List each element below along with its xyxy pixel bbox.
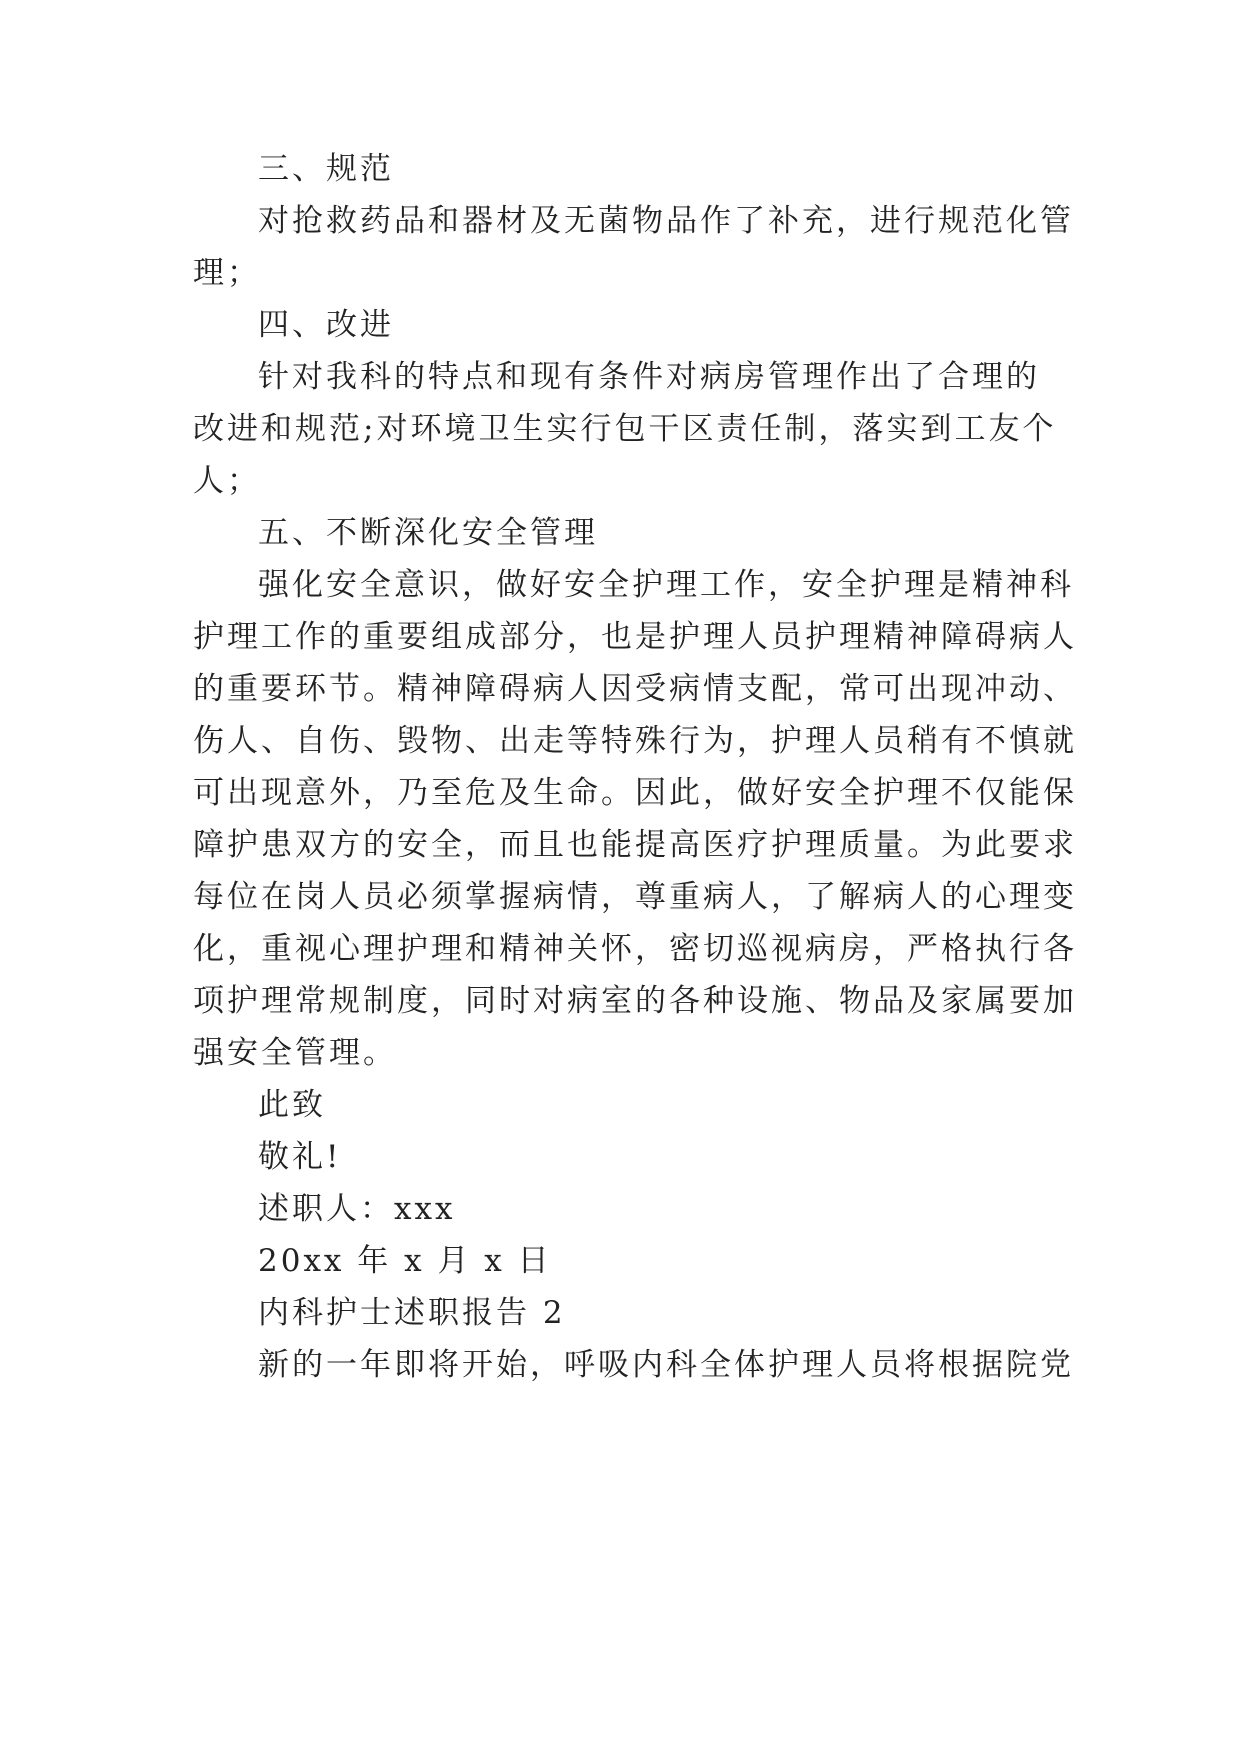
closing-salutation: 此致	[258, 1087, 326, 1123]
paragraph-line: 强安全管理。	[193, 1035, 397, 1071]
report-date: 20xx 年 x 月 x 日	[258, 1243, 552, 1279]
paragraph-line: 每位在岗人员必须掌握病情，尊重病人，了解病人的心理变	[193, 879, 1077, 915]
paragraph-line: 人；	[193, 463, 261, 499]
paragraph-line: 对抢救药品和器材及无菌物品作了补充，进行规范化管	[258, 203, 1074, 239]
paragraph-line: 的重要环节。精神障碍病人因受病情支配，常可出现冲动、	[193, 671, 1077, 707]
paragraph-line: 化，重视心理护理和精神关怀，密切巡视病房，严格执行各	[193, 931, 1077, 967]
paragraph-line: 新的一年即将开始，呼吸内科全体护理人员将根据院党	[258, 1347, 1074, 1383]
closing-regards: 敬礼!	[258, 1139, 342, 1175]
paragraph-line: 强化安全意识，做好安全护理工作，安全护理是精神科	[258, 567, 1074, 603]
reporter-signature: 述职人：xxx	[258, 1191, 456, 1227]
section-heading-3: 三、规范	[258, 151, 394, 187]
paragraph-line: 改进和规范;对环境卫生实行包干区责任制，落实到工友个	[193, 411, 1057, 447]
paragraph-line: 障护患双方的安全，而且也能提高医疗护理质量。为此要求	[193, 827, 1077, 863]
paragraph-line: 项护理常规制度，同时对病室的各种设施、物品及家属要加	[193, 983, 1077, 1019]
paragraph-line: 理；	[193, 255, 261, 291]
paragraph-line: 护理工作的重要组成部分，也是护理人员护理精神障碍病人	[193, 619, 1077, 655]
section-heading-4: 四、改进	[258, 307, 394, 343]
section-heading-5: 五、不断深化安全管理	[258, 515, 598, 551]
paragraph-line: 可出现意外，乃至危及生命。因此，做好安全护理不仅能保	[193, 775, 1077, 811]
next-report-title: 内科护士述职报告 2	[258, 1295, 566, 1331]
paragraph-line: 针对我科的特点和现有条件对病房管理作出了合理的	[258, 359, 1040, 395]
paragraph-line: 伤人、自伤、毁物、出走等特殊行为，护理人员稍有不慎就	[193, 723, 1077, 759]
